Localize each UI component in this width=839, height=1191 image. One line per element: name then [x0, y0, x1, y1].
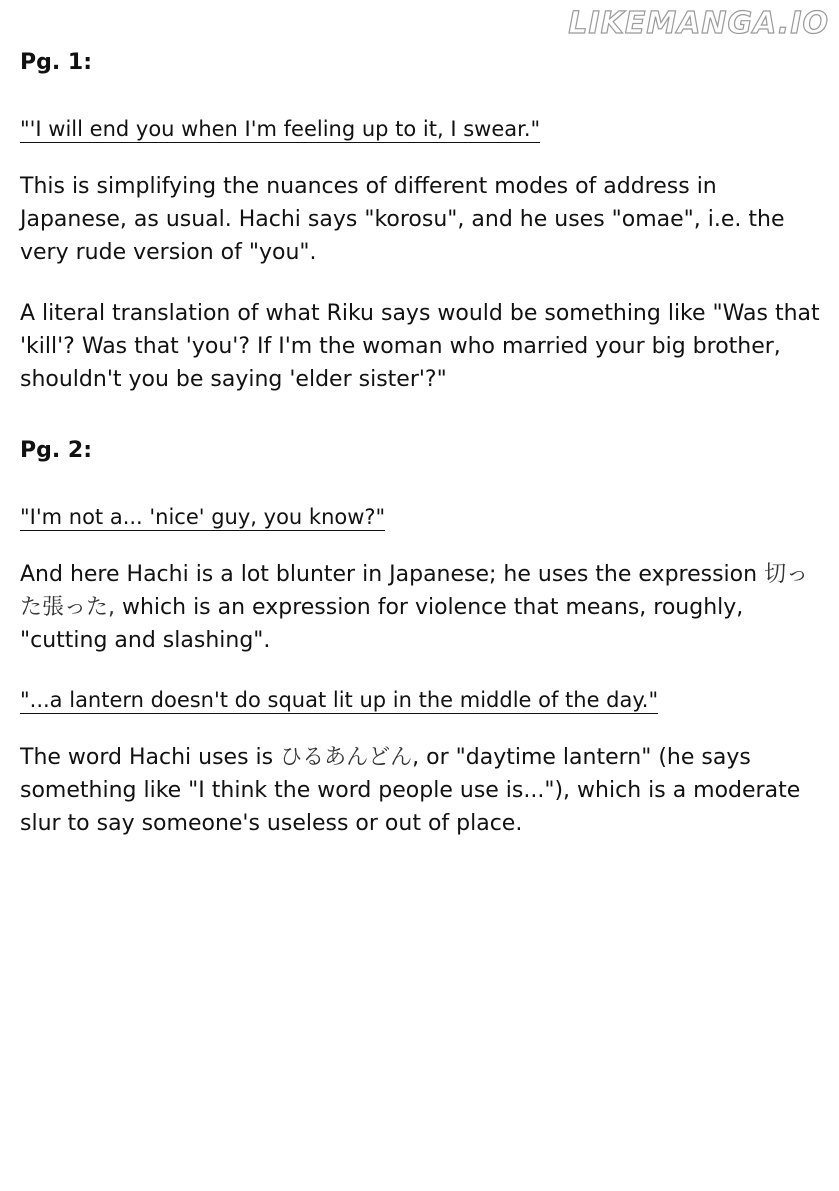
site-watermark: LIKEMANGA.IO: [568, 6, 829, 41]
quote-2-text: "I'm not a... 'nice' guy, you know?": [20, 505, 386, 529]
note-2: A literal translation of what Riku says would be something like "Was that 'kill'? Was that 'you'? If I'm the woman who married your big brother, shouldn't you be saying 'elder sister'?": [20, 301, 820, 392]
note-3-japanese: 切った張った,: [20, 562, 809, 620]
quote-1: [20, 114, 820, 144]
note-3-before: And here Hachi is a lot blunter in Japanese; he uses the expression: [20, 562, 765, 587]
page-heading-2: Pg. 2:: [20, 438, 92, 463]
translation-notes: [20, 48, 820, 868]
quote-3: [20, 685, 820, 715]
note-1: This is simplifying the nuances of different modes of address in Japanese, as usual. Hachi says "korosu", and he uses "omae", i.e. the very rude version of "you".: [20, 174, 785, 265]
note-3: [20, 558, 820, 657]
quote-2: [20, 502, 820, 532]
note-4-after: , or "daytime lantern" (he says something like "I think the word people use is..."), which is a moderate slur to say someone's useless or out of place.: [20, 745, 801, 836]
note-4-before: The word Hachi uses is: [20, 745, 281, 770]
note-4: [20, 741, 820, 840]
quote-3-text: "...a lantern doesn't do squat lit up in the middle of the day.": [20, 688, 659, 712]
note-3-after: which is an expression for violence that means, roughly, "cutting and slashing".: [20, 595, 744, 653]
page-heading-1: Pg. 1:: [20, 50, 92, 75]
note-4-japanese: ひるあんどん: [280, 745, 413, 770]
quote-1-text: "'I will end you when I'm feeling up to it, I swear.": [20, 117, 541, 141]
